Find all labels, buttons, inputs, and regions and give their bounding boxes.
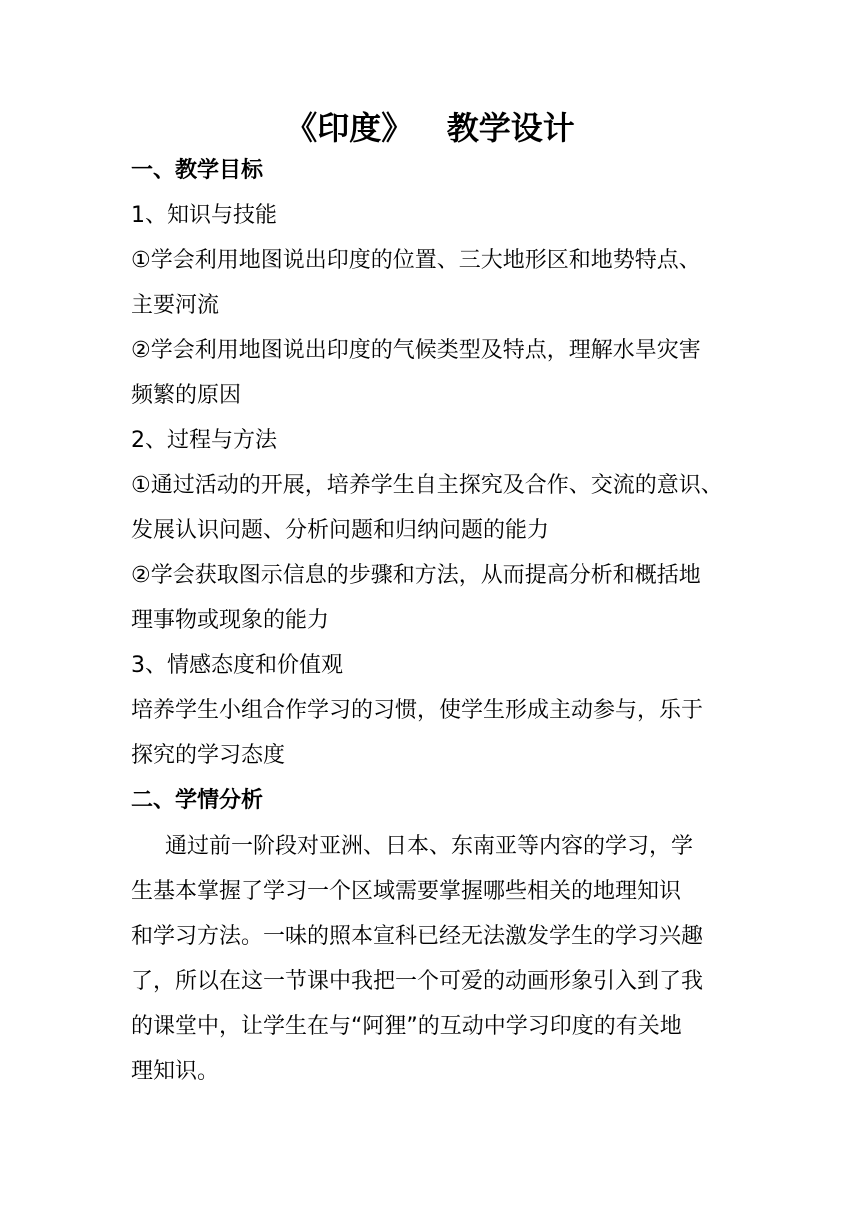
analysis-paragraph-line-2: 生基本掌握了学习一个区域需要掌握哪些相关的地理知识	[131, 879, 682, 904]
goal-item-1-line-2: 主要河流	[131, 293, 220, 318]
goal-item-5-line-2: 探究的学习态度	[131, 743, 286, 768]
goal-item-2-line-1: ②学会利用地图说出印度的气候类型及特点，理解水旱灾害	[131, 338, 701, 363]
goal-item-4-line-2: 理事物或现象的能力	[131, 608, 330, 633]
subheading-attitudes-values: 3、情感态度和价值观	[131, 653, 343, 678]
goal-item-3-line-2: 发展认识问题、分析问题和归纳问题的能力	[131, 518, 550, 543]
analysis-paragraph-line-4: 了，所以在这一节课中我把一个可爱的动画形象引入到了我	[131, 969, 704, 994]
goal-item-3-line-1: ①通过活动的开展，培养学生自主探究及合作、交流的意识、	[131, 473, 723, 498]
analysis-paragraph-line-3: 和学习方法。一味的照本宣科已经无法激发学生的学习兴趣	[131, 924, 704, 949]
subheading-process-methods: 2、过程与方法	[131, 428, 277, 453]
section-heading-student-analysis: 二、学情分析	[131, 788, 264, 813]
goal-item-2-line-2: 频繁的原因	[131, 383, 242, 408]
analysis-paragraph-line-5: 的课堂中，让学生在与“阿狸”的互动中学习印度的有关地	[131, 1014, 682, 1039]
analysis-paragraph-line-6: 理知识。	[131, 1059, 220, 1084]
goal-item-4-line-1: ②学会获取图示信息的步骤和方法，从而提高分析和概括地	[131, 563, 701, 588]
analysis-paragraph-line-1: 通过前一阶段对亚洲、日本、东南亚等内容的学习，学	[165, 834, 694, 859]
goal-item-5-line-1: 培养学生小组合作学习的习惯，使学生形成主动参与，乐于	[131, 698, 704, 723]
document-title: 《印度》 教学设计	[285, 109, 575, 147]
goal-item-1-line-1: ①学会利用地图说出印度的位置、三大地形区和地势特点、	[131, 248, 701, 273]
section-heading-teaching-goals: 一、教学目标	[131, 158, 264, 183]
subheading-knowledge-skills: 1、知识与技能	[131, 203, 277, 228]
